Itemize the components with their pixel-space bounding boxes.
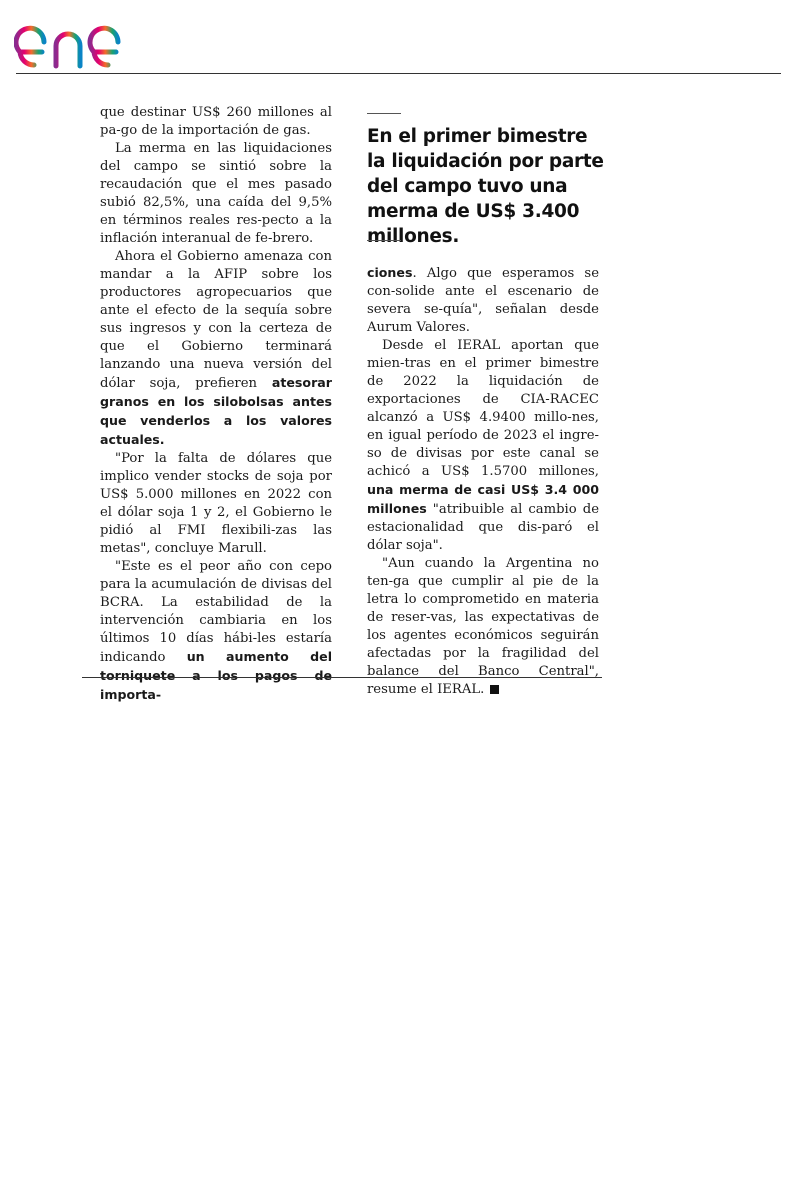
paragraph: "Por la falta de dólares que implico vender stocks de soja por US$ 5.000 millones en 2022 con el dólar soja 1 y 2, el Gobierno le pidió al FMI flexibili-zas las metas", concluye Marull. xyxy=(100,451,332,556)
pull-quote-rule-top xyxy=(367,113,401,114)
paragraph xyxy=(367,264,599,337)
paragraph-text: "Aun cuando la Argentina no ten-ga que cumplir al pie de la letra lo comprometido en materia de reser-vas, las expectativas de los agentes económicos seguirán afectadas por la fragilidad del balance del Banco Central", resume el IERAL. xyxy=(367,556,599,697)
paragraph: que destinar US$ 260 millones al pa-go de la importación de gas. xyxy=(100,105,332,138)
paragraph-text: "atribuible al cambio de estacionalidad que dis-paró el dólar soja". xyxy=(367,502,599,553)
pull-quote xyxy=(367,124,607,249)
paragraph xyxy=(100,248,332,450)
pull-quote-text: En el primer bimestre la liquidación por parte del campo tuvo una merma de US$ 3.400 millones. xyxy=(367,126,604,247)
article-column-left xyxy=(100,104,332,705)
paragraph-text: . Algo que esperamos se con-solide ante el escenario de severa se-quía", señalan desde Aurum Valores. xyxy=(367,266,599,335)
footer-rule xyxy=(82,677,602,678)
paragraph: La merma en las liquidaciones del campo se sintió sobre la recaudación que el mes pasado subió 82,5%, una caída del 9,5% en términos reales res-pecto a la inflación interanual de fe-brero. xyxy=(100,141,332,246)
paragraph xyxy=(367,337,599,555)
header-rule xyxy=(16,73,781,74)
highlighted-text: atesorar granos en los silobolsas antes que venderlos a los valores actuales. xyxy=(100,375,332,447)
pull-quote-rule-bottom xyxy=(367,240,401,241)
end-mark-icon xyxy=(490,685,499,694)
highlighted-text: ciones xyxy=(367,265,413,280)
article-column-right xyxy=(367,264,599,699)
highlighted-text: una merma de casi US$ 3.4 000 millones xyxy=(367,482,599,516)
enel-logo xyxy=(14,12,174,72)
paragraph-text: "Este es el peor año con cepo para la acumulación de divisas del BCRA. La estabilidad de la intervención cambiaria en los últimos 10 días hábi-les estaría indicando xyxy=(100,559,332,665)
paragraph xyxy=(100,558,332,705)
paragraph-text: Ahora el Gobierno amenaza con mandar a la AFIP sobre los productores agropecuarios que ante el efecto de la sequía sobre sus ingresos y con la certeza de que el Gobierno terminará lanzando una nueva versión del dólar soja, prefieren xyxy=(100,249,332,391)
highlighted-text: un aumento del torniquete a los pagos de importa- xyxy=(100,649,333,702)
paragraph-text: Desde el IERAL aportan que mien-tras en el primer bimestre de 2022 la liquidación de exportaciones de CIA-RACEC alcanzó a US$ 4.9400 millo-nes, en igual período de 2023 el ingre-so de divisas por este canal se achicó a US$ 1.5700 millones, xyxy=(367,338,599,479)
